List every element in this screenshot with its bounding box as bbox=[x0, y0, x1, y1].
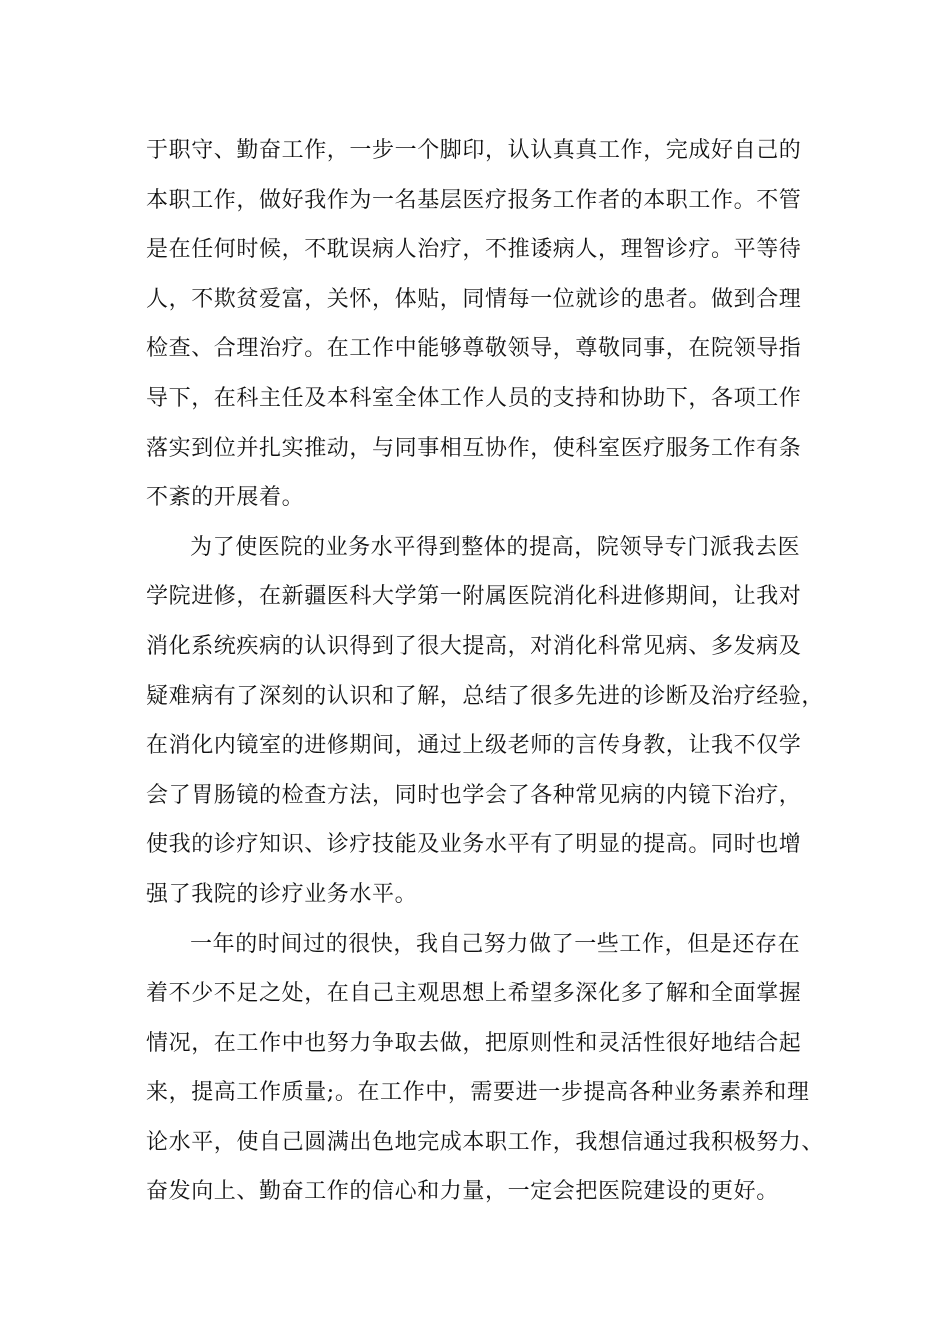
paragraph-3-line-3: 情况，在工作中也努力争取去做，把原则性和灵活性很好地结合起 bbox=[146, 1030, 802, 1056]
paragraph-3-line-2: 着不少不足之处，在自己主观思想上希望多深化多了解和全面掌握 bbox=[146, 981, 802, 1007]
paragraph-1-line-2: 本职工作，做好我作为一名基层医疗报务工作者的本职工作。不管 bbox=[146, 187, 802, 213]
paragraph-2-line-6: 会了胃肠镜的检查方法，同时也学会了各种常见病的内镜下治疗， bbox=[146, 782, 802, 808]
paragraph-1-line-7: 落实到位并扎实推动，与同事相互协作，使科室医疗服务工作有条 bbox=[146, 435, 802, 461]
paragraph-3-line-4: 来，提高工作质量;。在工作中，需要进一步提高各种业务素养和理 bbox=[146, 1080, 810, 1106]
paragraph-2-line-7: 使我的诊疗知识、诊疗技能及业务水平有了明显的提高。同时也增 bbox=[146, 832, 802, 858]
paragraph-1-line-4: 人，不欺贫爱富，关怀，体贴，同情每一位就诊的患者。做到合理 bbox=[146, 286, 802, 312]
paragraph-1-line-1: 于职守、勤奋工作，一步一个脚印，认认真真工作，完成好自己的 bbox=[146, 138, 802, 163]
paragraph-3-line-5: 论水平，使自己圆满出色地完成本职工作，我想信通过我积极努力、 bbox=[146, 1129, 825, 1155]
paragraph-3-line-1: 一年的时间过的很快，我自己努力做了一些工作，但是还存在 bbox=[190, 931, 801, 957]
body-text bbox=[146, 126, 826, 1217]
paragraph-2-line-3: 消化系统疾病的认识得到了很大提高，对消化科常见病、多发病及 bbox=[146, 633, 802, 659]
paragraph-1-line-6: 导下，在科主任及本科室全体工作人员的支持和协助下，各项工作 bbox=[146, 385, 802, 411]
paragraph-1-line-5: 检查、合理治疗。在工作中能够尊敬领导，尊敬同事，在院领导指 bbox=[146, 336, 802, 362]
paragraph-3-line-6: 奋发向上、勤奋工作的信心和力量，一定会把医院建设的更好。 bbox=[146, 1179, 779, 1205]
paragraph-2-line-5: 在消化内镜室的进修期间，通过上级老师的言传身教，让我不仅学 bbox=[146, 733, 802, 759]
paragraph-1-line-8: 不紊的开展着。 bbox=[146, 485, 305, 511]
paragraph-2-line-1: 为了使医院的业务水平得到整体的提高，院领导专门派我去医 bbox=[190, 534, 801, 560]
paragraph-2-line-4: 疑难病有了深刻的认识和了解，总结了很多先进的诊断及治疗经验， bbox=[146, 683, 825, 709]
paragraph-2-line-2: 学院进修，在新疆医科大学第一附属医院消化科进修期间，让我对 bbox=[146, 584, 802, 610]
paragraph-2-line-8: 强了我院的诊疗业务水平。 bbox=[146, 881, 418, 907]
paragraph-1-line-3: 是在任何时候，不耽误病人治疗，不推诿病人，理智诊疗。平等待 bbox=[146, 237, 802, 263]
